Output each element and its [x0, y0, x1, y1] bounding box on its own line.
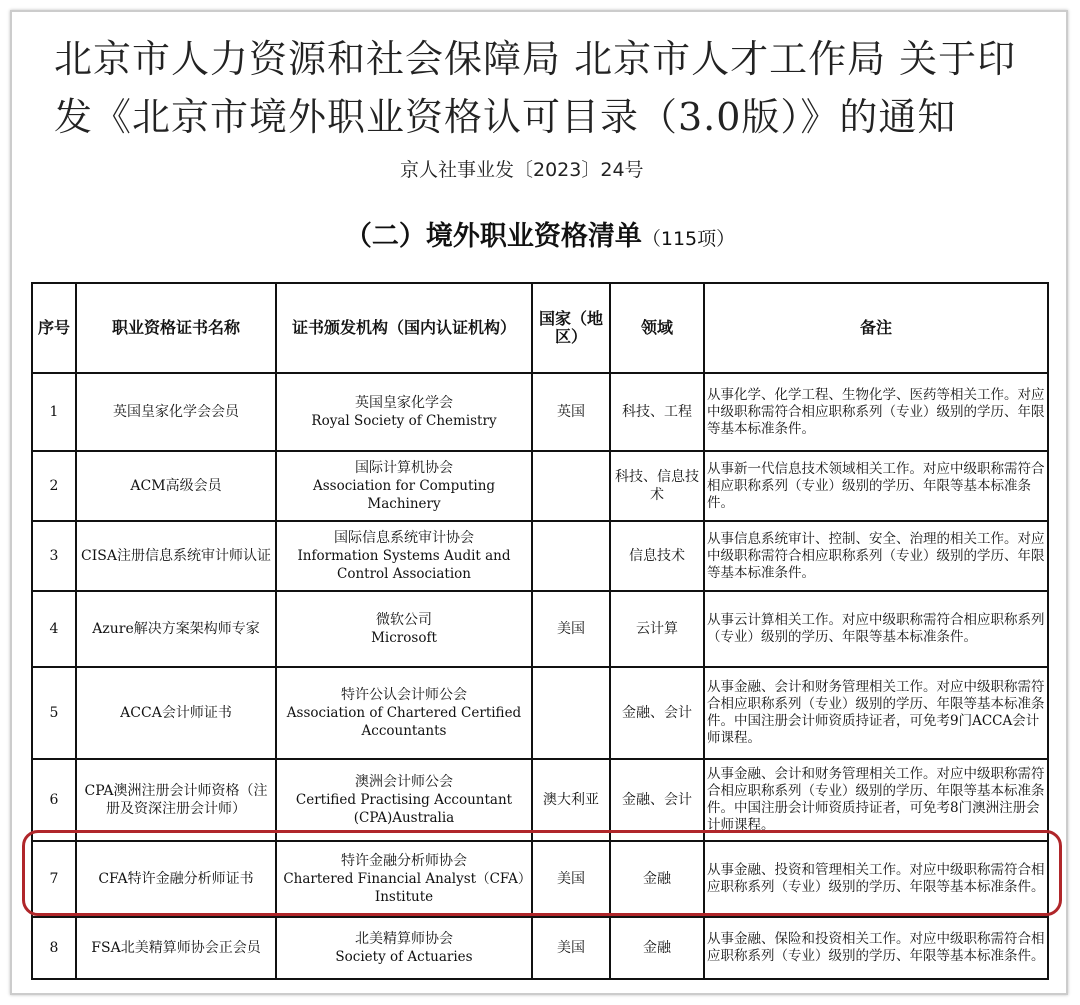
cfa-row-highlight [22, 830, 1062, 916]
table-row [32, 667, 1048, 759]
issuer-cn: 微软公司 [376, 612, 432, 628]
issuer-cn: 特许金融分析师协会 [341, 853, 467, 869]
table-row [32, 917, 1048, 979]
table-row [32, 759, 1048, 841]
issuer-en: Association of Chartered Certified Accountants [286, 705, 522, 739]
header-name: 职业资格证书名称 [76, 283, 276, 373]
cell-note: 从事金融、会计和财务管理相关工作。对应中级职称需符合相应职称系列（专业）级别的学历、年限等基本标准条件。中国注册会计师资质持证者，可免考8门澳洲注册会计师课程。 [704, 759, 1048, 841]
cell-field: 信息技术 [610, 521, 704, 591]
section-subtitle [0, 214, 1080, 253]
issuer-en: Information Systems Audit and Control Association [297, 548, 511, 582]
subtitle-count: （115项） [641, 228, 736, 250]
issuer-en: Royal Society of Chemistry [311, 413, 497, 429]
issuer-cn: 澳洲会计师公会 [355, 774, 453, 790]
cell-country [532, 451, 610, 521]
cell-name: FSA北美精算师协会正会员 [76, 917, 276, 979]
cell-country: 美国 [532, 591, 610, 667]
cell-country: 英国 [532, 373, 610, 451]
cell-field: 科技、信息技术 [610, 451, 704, 521]
cell-name: Azure解决方案架构师专家 [76, 591, 276, 667]
header-no: 序号 [32, 283, 76, 373]
table-row [32, 451, 1048, 521]
table-header-row [32, 283, 1048, 373]
cell-field: 金融 [610, 917, 704, 979]
header-field: 领域 [610, 283, 704, 373]
issuer-cn: 国际计算机协会 [355, 460, 453, 476]
issuer-cn: 国际信息系统审计协会 [334, 530, 474, 546]
issuer-cn: 英国皇家化学会 [355, 395, 453, 411]
cell-issuer [276, 917, 532, 979]
issuer-cn: 特许公认会计师公会 [341, 687, 467, 703]
cell-no: 1 [32, 373, 76, 451]
header-note: 备注 [704, 283, 1048, 373]
issuer-cn: 北美精算师协会 [355, 931, 453, 947]
subtitle-text: （二）境外职业资格清单 [344, 221, 642, 252]
cell-country: 澳大利亚 [532, 759, 610, 841]
cell-issuer [276, 521, 532, 591]
cell-no: 3 [32, 521, 76, 591]
cell-field: 金融、会计 [610, 759, 704, 841]
document-title: 北京市人力资源和社会保障局 北京市人才工作局 关于印发《北京市境外职业资格认可目录（3.0版）》的通知 [54, 37, 1017, 139]
cell-field: 科技、工程 [610, 373, 704, 451]
cell-note: 从事金融、投资和管理相关工作。对应中级职称需符合相应职称系列（专业）级别的学历、年限等基本标准条件。 [704, 841, 1048, 917]
cell-no: 6 [32, 759, 76, 841]
cell-issuer [276, 451, 532, 521]
issuer-en: Certified Practising Accountant (CPA)Australia [295, 792, 513, 826]
table-row [32, 521, 1048, 591]
cell-field: 金融 [610, 841, 704, 917]
cell-name: CISA注册信息系统审计师认证 [76, 521, 276, 591]
issuer-en: Chartered Financial Analyst（CFA）Institute [283, 871, 525, 905]
cell-issuer [276, 591, 532, 667]
cell-name: CFA特许金融分析师证书 [76, 841, 276, 917]
cell-no: 7 [32, 841, 76, 917]
cell-issuer [276, 759, 532, 841]
cell-note: 从事金融、保险和投资相关工作。对应中级职称需符合相应职称系列（专业）级别的学历、年限等基本标准条件。 [704, 917, 1048, 979]
cell-note: 从事云计算相关工作。对应中级职称需符合相应职称系列（专业）级别的学历、年限等基本标准条件。 [704, 591, 1048, 667]
table-row [32, 373, 1048, 451]
header-issuer: 证书颁发机构（国内认证机构） [276, 283, 532, 373]
cell-issuer [276, 373, 532, 451]
cell-no: 2 [32, 451, 76, 521]
cell-country: 美国 [532, 917, 610, 979]
cell-name: 英国皇家化学会会员 [76, 373, 276, 451]
cell-country: 美国 [532, 841, 610, 917]
table-row [32, 591, 1048, 667]
issuer-en: Society of Actuaries [335, 949, 473, 965]
cell-no: 8 [32, 917, 76, 979]
cell-country [532, 521, 610, 591]
cell-note: 从事金融、会计和财务管理相关工作。对应中级职称需符合相应职称系列（专业）级别的学历、年限等基本标准条件。中国注册会计师资质持证者，可免考9门ACCA会计师课程。 [704, 667, 1048, 759]
cell-field: 云计算 [610, 591, 704, 667]
cell-no: 5 [32, 667, 76, 759]
cell-name: ACCA会计师证书 [76, 667, 276, 759]
cell-note: 从事新一代信息技术领域相关工作。对应中级职称需符合相应职称系列（专业）级别的学历、年限等基本标准条件。 [704, 451, 1048, 521]
cell-name: ACM高级会员 [76, 451, 276, 521]
issuer-en: Association for Computing Machinery [312, 478, 496, 512]
issuer-en: Microsoft [371, 630, 437, 646]
cell-note: 从事信息系统审计、控制、安全、治理的相关工作。对应中级职称需符合相应职称系列（专业）级别的学历、年限等基本标准条件。 [704, 521, 1048, 591]
cell-country [532, 667, 610, 759]
cell-note: 从事化学、化学工程、生物化学、医药等相关工作。对应中级职称需符合相应职称系列（专业）级别的学历、年限等基本标准条件。 [704, 373, 1048, 451]
header-country: 国家（地区） [532, 283, 610, 373]
cell-name: CPA澳洲注册会计师资格（注册及资深注册会计师） [76, 759, 276, 841]
document-number: 京人社事业发〔2023〕24号 [400, 159, 644, 181]
cell-field: 金融、会计 [610, 667, 704, 759]
cell-issuer [276, 667, 532, 759]
cell-no: 4 [32, 591, 76, 667]
